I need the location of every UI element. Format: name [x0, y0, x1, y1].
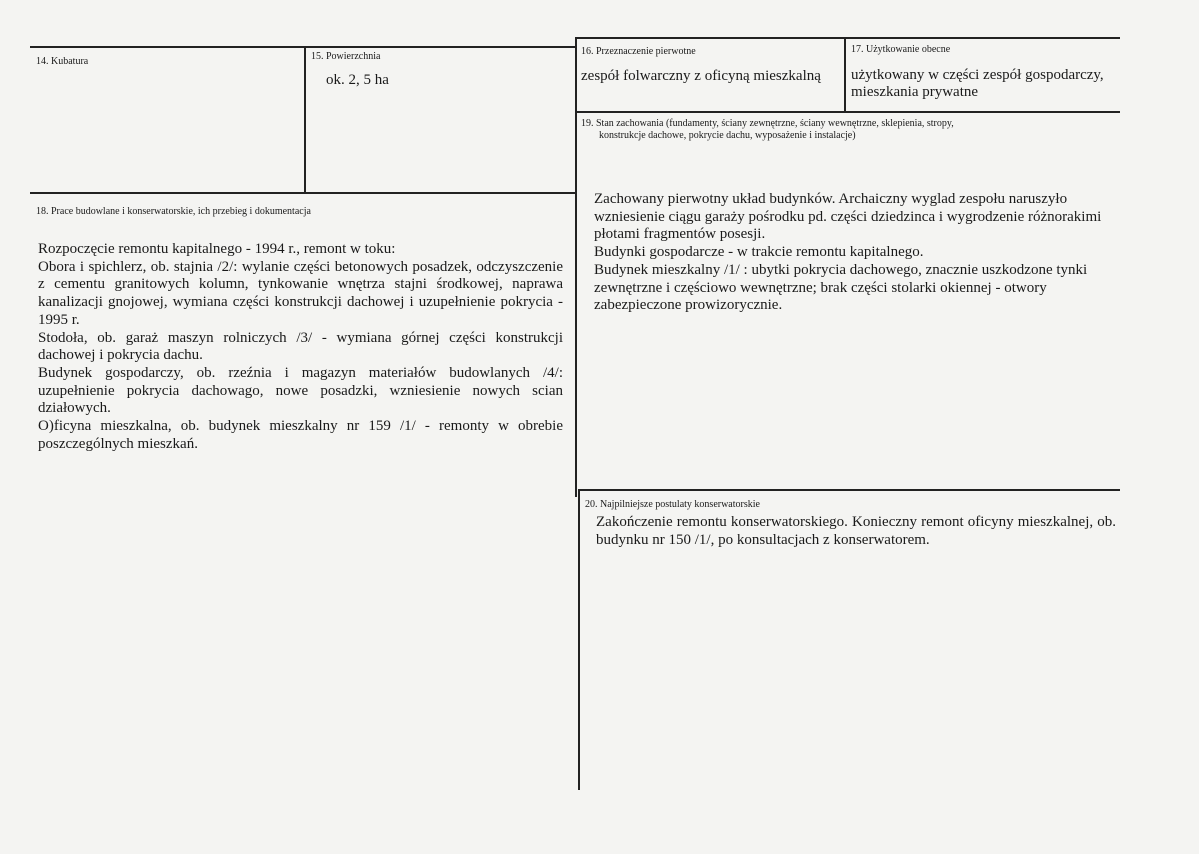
field-17-value: użytkowany w części zespół gospodarczy, mieszkania prywatne — [851, 67, 1104, 100]
field-20-label: 20. Najpilniejsze postulaty konserwatorskie — [585, 499, 760, 510]
field-19-label — [581, 118, 954, 142]
field-19-paragraph: Budynek mieszkalny /1/ : ubytki pokrycia dachowego, znacznie uszkodzone tynki zewnętrzne i częściowo wewnętrzne; brak części stolarki okiennej - otwory zabezpieczone prowizorycznie. — [594, 261, 1088, 314]
field-17-label: 17. Użytkowanie obecne — [851, 44, 951, 55]
field-19-label-line2: konstrukcje dachowe, pokrycie dachu, wyposażenie i instalacje) — [599, 130, 856, 141]
border — [578, 489, 1120, 491]
border — [304, 46, 306, 194]
border — [844, 37, 846, 113]
field-18-paragraph: Stodoła, ob. garaż maszyn rolniczych /3/ - wymiana górnej części konstrukcji dachowej i pokrycia dachu. — [38, 329, 563, 364]
field-16-label: 16. Przeznaczenie pierwotne — [581, 46, 696, 57]
field-14-label: 14. Kubatura — [36, 56, 89, 67]
field-20-value: Zakończenie remontu konserwatorskiego. Konieczny remont oficyny mieszkalnej, ob. budynku nr 150 /1/, po konsultacjach z konserwatorem. — [596, 514, 1116, 548]
field-19-label-line1: 19. Stan zachowania (fundamenty, ściany zewnętrzne, ściany wewnętrzne, sklepienia, stropy, — [581, 118, 954, 129]
field-18-paragraph: Obora i spichlerz, ob. stajnia /2/: wylanie części betonowych posadzek, odczyszczenie z cementu granitowych kolumn, tynkowanie wnętrza stajni środkowej, naprawa kanalizacji gnojowej, wymiana części konstrukcji dachowej i uzupełnienie pokrycia - 1995 r. — [38, 258, 563, 328]
field-18-paragraph: O)ficyna mieszkalna, ob. budynek mieszkalny nr 159 /1/ - remonty w obrebie poszczególnych mieszkań. — [38, 418, 563, 452]
field-18-label: 18. Prace budowlane i konserwatorskie, ich przebieg i dokumentacja — [36, 206, 311, 217]
field-19-body — [594, 191, 1114, 315]
field-18-paragraph: Rozpoczęcie remontu kapitalnego - 1994 r., remont w toku: — [38, 241, 396, 257]
border — [30, 192, 575, 194]
field-15-value: ok. 2, 5 ha — [326, 72, 389, 88]
border — [30, 46, 575, 48]
border — [575, 37, 577, 497]
field-18-paragraph: Budynek gospodarczy, ob. rzeźnia i magazyn materiałów budowlanych /4/: uzupełnienie pokrycia dachowago, nowe posadzki, wzniesienie nowych scian działowych. — [38, 364, 563, 417]
field-18-body — [38, 241, 563, 453]
field-19-paragraph: Zachowany pierwotny układ budynków. Archaiczny wyglad zespołu naruszyło wzniesienie ciągu garaży pośrodku pd. części dziedzinca i wygrodzenie różnorakimi płotami fragmentów posesji. — [594, 191, 1102, 243]
field-19-paragraph: Budynki gospodarcze - w trakcie remontu kapitalnego. — [594, 244, 924, 261]
border — [578, 490, 580, 790]
border — [575, 37, 1120, 39]
field-16-value: zespół folwarczny z oficyną mieszkalną — [581, 68, 821, 84]
border — [575, 111, 1120, 113]
field-15-label: 15. Powierzchnia — [311, 51, 381, 62]
